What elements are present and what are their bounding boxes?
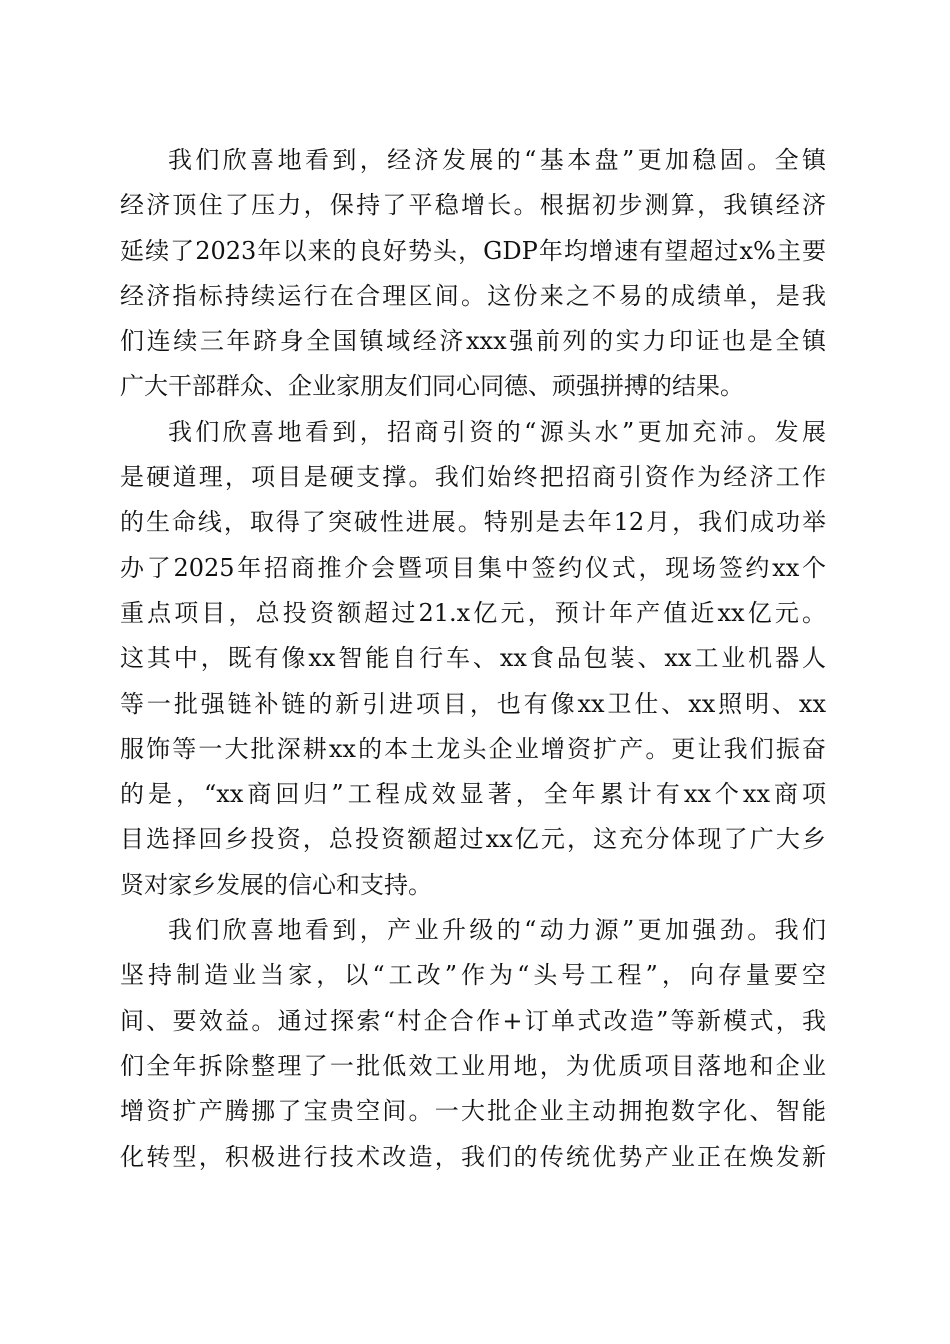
- paragraph-industry: [120, 908, 826, 1180]
- text-line: 的生命线，取得了突破性进展。特别是去年12月，我们成功举: [120, 508, 826, 537]
- paragraph-economy: [120, 138, 826, 410]
- text-line: 经济顶住了压力，保持了平稳增长。根据初步测算，我镇经济: [120, 191, 826, 220]
- text-line: 这其中，既有像xx智能自行车、xx食品包装、xx工业机器人: [120, 644, 826, 673]
- text-line: 坚持制造业当家，以“工改”作为“头号工程”，向存量要空: [120, 961, 826, 990]
- text-line: 我们欣喜地看到，经济发展的“基本盘”更加稳固。全镇: [168, 146, 826, 174]
- text-line: 广大干部群众、企业家朋友们同心同德、顽强拼搏的结果。: [120, 372, 744, 401]
- text-line: 间、要效益。通过探索“村企合作+订单式改造”等新模式，我: [120, 1006, 826, 1035]
- document-body: [120, 138, 826, 1180]
- text-line: 我们欣喜地看到，产业升级的“动力源”更加强劲。我们: [168, 916, 826, 945]
- text-line: 经济指标持续运行在合理区间。这份来之不易的成绩单，是我: [120, 281, 826, 310]
- text-line: 增资扩产腾挪了宝贵空间。一大批企业主动拥抱数字化、智能: [120, 1097, 826, 1126]
- text-line: 服饰等一大批深耕xx的本土龙头企业增资扩产。更让我们振奋: [120, 734, 826, 763]
- text-line: 们连续三年跻身全国镇域经济xxx强前列的实力印证也是全镇: [120, 327, 826, 356]
- text-line: 我们欣喜地看到，招商引资的“源头水”更加充沛。发展: [168, 417, 826, 446]
- text-line: 是硬道理，项目是硬支撑。我们始终把招商引资作为经济工作: [120, 463, 826, 492]
- text-line: 化转型，积极进行技术改造，我们的传统优势产业正在焕发新: [120, 1142, 826, 1171]
- text-line: 等一批强链补链的新引进项目，也有像xx卫仕、xx照明、xx: [120, 689, 826, 718]
- text-line: 办了2025年招商推介会暨项目集中签约仪式，现场签约xx个: [120, 553, 826, 582]
- text-line: 贤对家乡发展的信心和支持。: [120, 870, 432, 899]
- text-line: 延续了2023年以来的良好势头，GDP年均增速有望超过x%主要: [120, 236, 826, 265]
- text-line: 们全年拆除整理了一批低效工业用地，为优质项目落地和企业: [120, 1051, 826, 1080]
- paragraph-investment: [120, 410, 826, 908]
- text-line: 目选择回乡投资，总投资额超过xx亿元，这充分体现了广大乡: [120, 825, 826, 854]
- text-line: 重点项目，总投资额超过21.x亿元，预计年产值近xx亿元。: [120, 598, 826, 627]
- text-line: 的是，“xx商回归”工程成效显著，全年累计有xx个xx商项: [120, 780, 826, 809]
